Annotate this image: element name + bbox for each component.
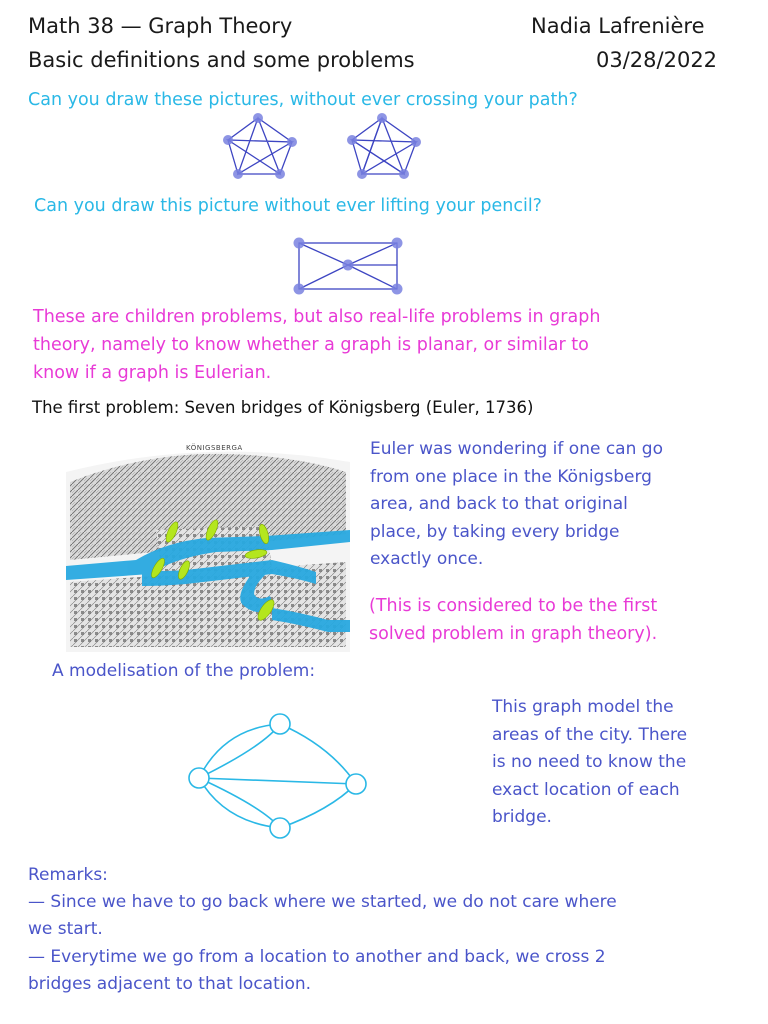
question-lifting: Can you draw this picture without ever lifting your pencil? <box>34 196 542 216</box>
euler-text-line-5: exactly once. <box>370 549 484 569</box>
planar-note-line-3: know if a graph is Eulerian. <box>33 363 272 383</box>
remark-line-2: we start. <box>28 919 103 939</box>
model-text-line-2: areas of the city. There <box>492 725 688 745</box>
envelope-drawing <box>292 236 408 296</box>
map-caption: KÖNIGSBERGA <box>186 444 243 452</box>
first-problem-heading: The first problem: Seven bridges of Königsberg (Euler, 1736) <box>32 398 534 417</box>
modelisation-heading: A modelisation of the problem: <box>52 661 316 681</box>
konigsberg-map <box>66 442 350 652</box>
remark-line-4: bridges adjacent to that location. <box>28 974 312 994</box>
considered-text-line-2: solved problem in graph theory). <box>369 624 658 644</box>
author-name: Nadia Lafrenière <box>531 14 705 38</box>
question-crossing: Can you draw these pictures, without ever crossing your path? <box>28 90 578 110</box>
planar-note-line-2: theory, namely to know whether a graph is planar, or similar to <box>33 335 589 355</box>
model-text-line-1: This graph model the <box>492 697 674 717</box>
model-text-line-5: bridge. <box>492 807 552 827</box>
considered-text-line-1: (This is considered to be the first <box>369 596 658 616</box>
pentagram-drawing-2 <box>344 112 424 184</box>
model-text-line-3: is no need to know the <box>492 752 687 772</box>
model-text-line-4: exact location of each <box>492 780 680 800</box>
date: 03/28/2022 <box>596 48 718 72</box>
pentagram-drawing-1 <box>222 112 302 184</box>
euler-text-line-3: area, and back to that original <box>370 494 628 514</box>
remark-line-1: — Since we have to go back where we started, we do not care where <box>28 892 617 912</box>
page-subtitle: Basic definitions and some problems <box>28 48 415 72</box>
euler-text-line-2: from one place in the Königsberg <box>370 467 652 487</box>
euler-text-line-4: place, by taking every bridge <box>370 522 620 542</box>
konigsberg-graph-model <box>184 712 374 840</box>
course-title: Math 38 — Graph Theory <box>28 14 293 38</box>
remarks-title: Remarks: <box>28 865 108 885</box>
planar-note-line-1: These are children problems, but also real-life problems in graph <box>33 307 601 327</box>
remark-line-3: — Everytime we go from a location to another and back, we cross 2 <box>28 947 606 967</box>
euler-text-line-1: Euler was wondering if one can go <box>370 439 663 459</box>
